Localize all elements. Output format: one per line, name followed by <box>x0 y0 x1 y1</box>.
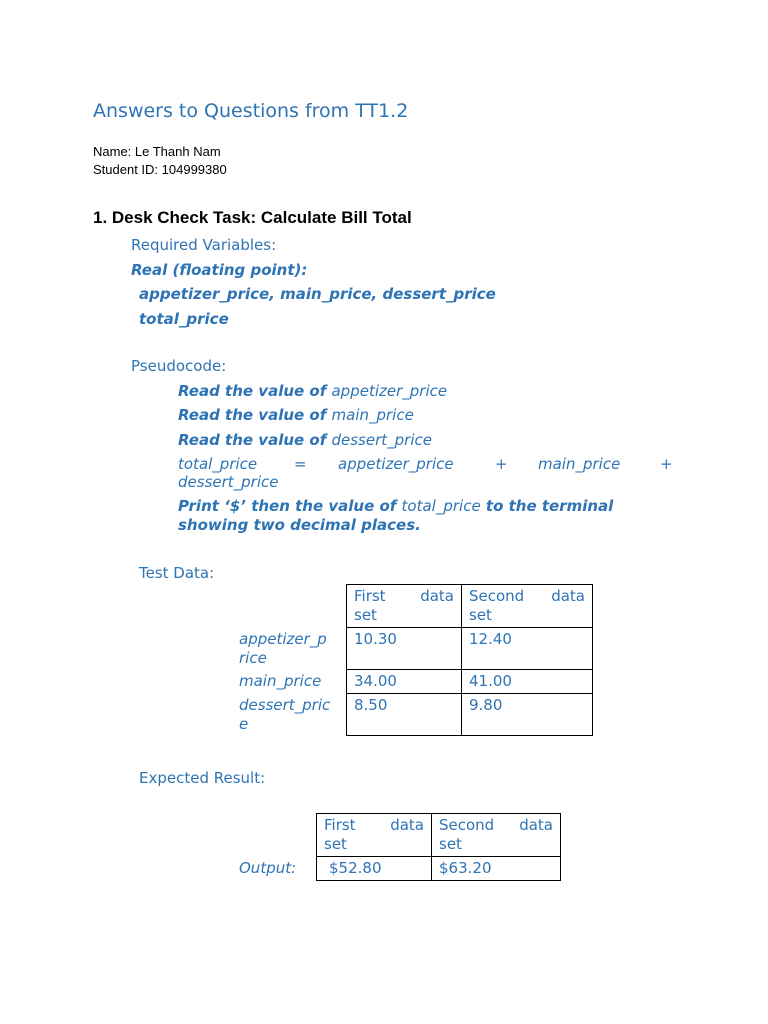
assign-operand-2: main_price <box>538 455 621 473</box>
output-first: $52.80 <box>317 857 432 881</box>
assign-plus-2: + <box>660 455 673 473</box>
read-variable: dessert_price <box>331 431 432 449</box>
pseudocode-line-read-appetizer <box>178 382 447 400</box>
cell-second: 9.80 <box>462 694 593 736</box>
table-row <box>232 670 593 694</box>
table-header-row <box>232 814 561 857</box>
header-first-data-set: First data set <box>317 814 432 857</box>
read-variable: main_price <box>331 406 414 424</box>
header-second-data-set: Second data set <box>462 585 593 628</box>
output-second: $63.20 <box>432 857 561 881</box>
page-title: Answers to Questions from TT1.2 <box>93 100 409 122</box>
print-suffix: to the terminal <box>480 497 614 515</box>
student-name: Name: Le Thanh Nam <box>93 144 221 159</box>
pseudocode-line-print <box>178 497 613 515</box>
print-variable: total_price <box>401 497 481 515</box>
cell-second: 12.40 <box>462 628 593 670</box>
variables-list-1: appetizer_price, main_price, dessert_price <box>139 285 496 303</box>
expected-result-table <box>232 813 561 881</box>
assign-equals: = <box>294 455 307 473</box>
variables-list-2: total_price <box>139 310 229 328</box>
assign-plus-1: + <box>495 455 508 473</box>
section-heading: 1. Desk Check Task: Calculate Bill Total <box>93 208 412 227</box>
table-row <box>232 857 561 881</box>
row-label: appetizer_p rice <box>239 629 327 667</box>
table-row <box>232 694 593 736</box>
required-variables-label: Required Variables: <box>131 236 277 254</box>
row-label: dessert_pric e <box>239 695 331 733</box>
table-row <box>232 628 593 670</box>
pseudocode-line-print-cont: showing two decimal places. <box>178 516 421 534</box>
row-label: main_price <box>239 671 322 690</box>
cell-first: 34.00 <box>347 670 462 694</box>
read-keyword: Read the value of <box>178 382 332 400</box>
cell-second: 41.00 <box>462 670 593 694</box>
read-keyword: Read the value of <box>178 406 332 424</box>
table-header-row <box>232 585 593 628</box>
print-keyword: Print ‘$’ then the value of <box>178 497 402 515</box>
assign-operand-1: appetizer_price <box>338 455 454 473</box>
output-label: Output: <box>239 858 297 877</box>
variable-type-label: Real (floating point): <box>131 261 308 279</box>
pseudocode-label: Pseudocode: <box>131 357 227 375</box>
header-first-data-set: First data set <box>347 585 462 628</box>
student-id: Student ID: 104999380 <box>93 162 227 177</box>
test-data-table <box>232 584 593 736</box>
header-second-data-set: Second data set <box>432 814 561 857</box>
read-keyword: Read the value of <box>178 431 332 449</box>
cell-first: 10.30 <box>347 628 462 670</box>
assign-operand-3: dessert_price <box>178 473 279 491</box>
cell-first: 8.50 <box>347 694 462 736</box>
assign-lhs: total_price <box>178 455 258 473</box>
read-variable: appetizer_price <box>331 382 448 400</box>
expected-result-label: Expected Result: <box>139 769 266 787</box>
pseudocode-line-read-main <box>178 406 414 424</box>
pseudocode-line-read-dessert <box>178 431 432 449</box>
test-data-label: Test Data: <box>139 564 215 582</box>
